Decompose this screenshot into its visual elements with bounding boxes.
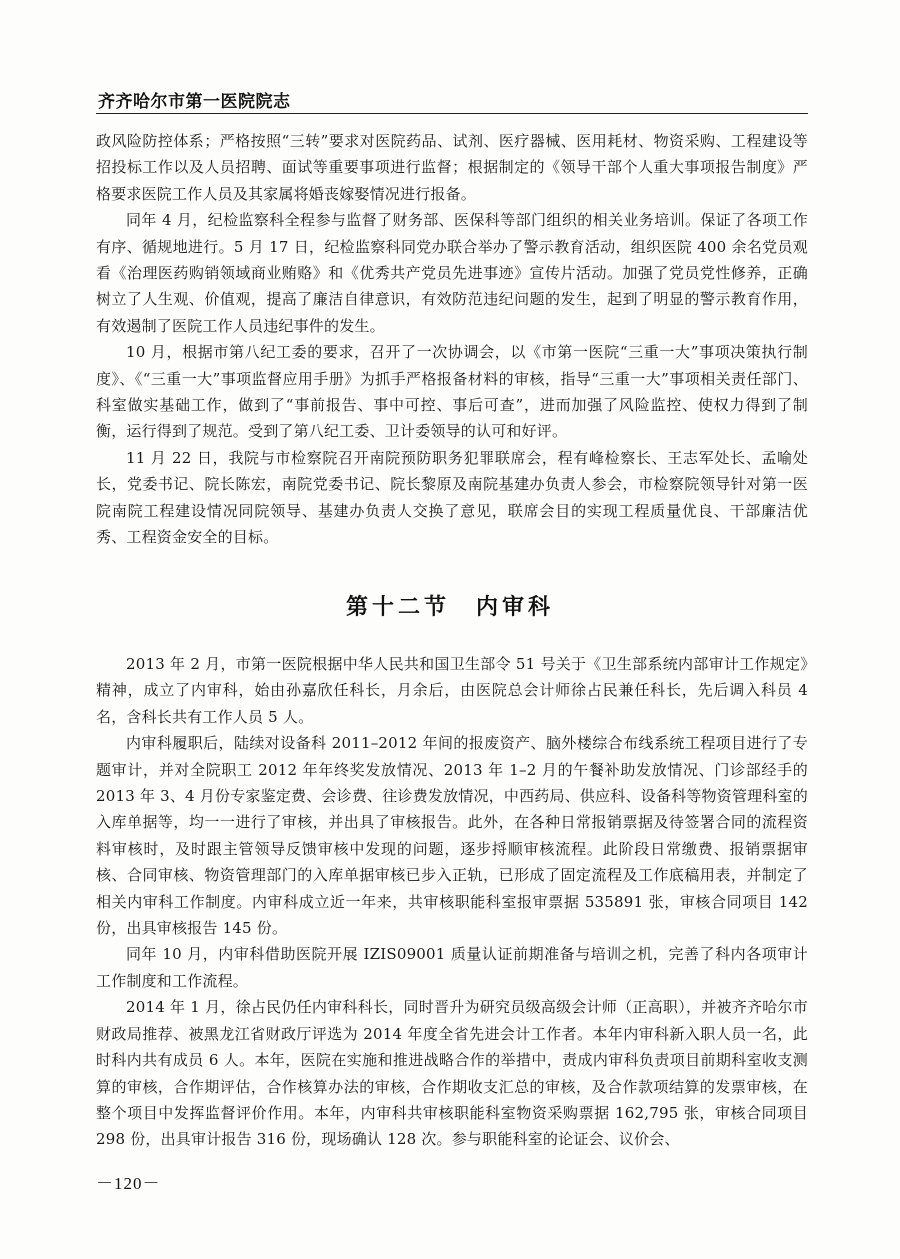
body-text-lower bbox=[96, 651, 808, 1153]
paragraph: 政风险防控体系；严格按照“三转”要求对医院药品、试剂、医疗器械、医用耗材、物资采购、工程建设等招投标工作以及人员招聘、面试等重要事项进行监督；根据制定的《领导干部个人重大事项报告制度》严格要求医院工作人员及其家属将婚丧嫁娶情况进行报备。 bbox=[96, 132, 808, 203]
paragraph: 同年 4 月，纪检监察科全程参与监督了财务部、医保科等部门组织的相关业务培训。保证了各项工作有序、循规地进行。5 月 17 日，纪检监察科同党办联合举办了警示教育活动，组织医院 400 余名党员观看《治理医药购销领域商业贿赂》和《优秀共产党员先进事迹》宣传片活动。加强了党员党性修养，正确树立了人生观、价值观，提高了廉洁自律意识，有效防范违纪问题的发生，起到了明显的警示教育作用，有效遏制了医院工作人员违纪事件的发生。 bbox=[96, 211, 808, 335]
paragraph: 内审科履职后，陆续对设备科 2011–2012 年间的报废资产、脑外楼综合布线系统工程项目进行了专题审计，并对全院职工 2012 年年终奖发放情况、2013 年 1–2 月的午餐补助发放情况、门诊部经手的 2013 年 3、4 月份专家鉴定费、会诊费、往诊费发放情况，中西药局、供应科、设备科等物资管理科室的入库单据等，均一一进行了审核，并出具了审核报告。此外，在各种日常报销票据及待签署合同的流程资料审核时，及时跟主管领导反馈审核中发现的问题，逐步捋顺审核流程。此阶段日常缴费、报销票据审核、合同审核、物资管理部门的入库单据审核已步入正轨，已形成了固定流程及工作底稿用表，并制定了相关内审科工作制度。内审科成立近一年来，共审核职能科室报审票据 535891 张，审核合同项目 142 份，出具审核报告 145 份。 bbox=[96, 734, 808, 938]
header-divider bbox=[96, 113, 808, 114]
section-heading: 第十二节 内审科 bbox=[345, 595, 554, 620]
body-text-upper bbox=[96, 128, 808, 551]
paragraph: 10 月，根据市第八纪工委的要求，召开了一次协调会，以《市第一医院“三重一大”事项决策执行制度》、《“三重一大”事项监督应用手册》为抓手严格报备材料的审核，指导“三重一大”事项相关责任部门、科室做实基础工作，做到了“事前报告、事中可控、事后可查”，进而加强了风险监控、使权力得到了制衡，运行得到了规范。受到了第八纪工委、卫计委领导的认可和好评。 bbox=[96, 343, 808, 441]
paragraph: 11 月 22 日，我院与市检察院召开南院预防职务犯罪联席会，程有峰检察长、王志军处长、孟喻处长，党委书记、院长陈宏，南院党委书记、院长黎原及南院基建办负责人参会，市检察院领导针对第一医院南院工程建设情况同院领导、基建办负责人交换了意见，联席会目的实现工程质量优良、干部廉洁优秀、工程资金安全的目标。 bbox=[96, 448, 808, 547]
page-number: －120－ bbox=[96, 1174, 161, 1193]
paragraph: 2013 年 2 月，市第一医院根据中华人民共和国卫生部令 51 号关于《卫生部系统内部审计工作规定》精神，成立了内审科，始由孙嘉欣任科长，月余后，由医院总会计师徐占民兼任科长，先后调入科员 4 名，含科长共有工作人员 5 人。 bbox=[96, 655, 808, 726]
running-header: 齐齐哈尔市第一医院院志 bbox=[98, 92, 291, 112]
paragraph: 2014 年 1 月，徐占民仍任内审科科长，同时晋升为研究员级高级会计师（正高职），并被齐齐哈尔市财政局推荐、被黑龙江省财政厅评选为 2014 年度全省先进会计工作者。本年内审科新入职人员一名，此时科内共有成员 6 人。本年，医院在实施和推进战略合作的举措中，责成内审科负责项目前期科室收支测算的审核，合作期评估，合作核算办法的审核，合作期收支汇总的审核，及合作款项结算的发票审核，在整个项目中发挥监督评价作用。本年，内审科共审核职能科室物资采购票据 162,795 张，审核合同项目 298 份，出具审计报告 316 份，现场确认 128 次。参与职能科室的论证会、议价会、 bbox=[96, 998, 808, 1149]
paragraph: 同年 10 月，内审科借助医院开展 IZIS09001 质量认证前期准备与培训之机，完善了科内各项审计工作制度和工作流程。 bbox=[96, 945, 808, 990]
